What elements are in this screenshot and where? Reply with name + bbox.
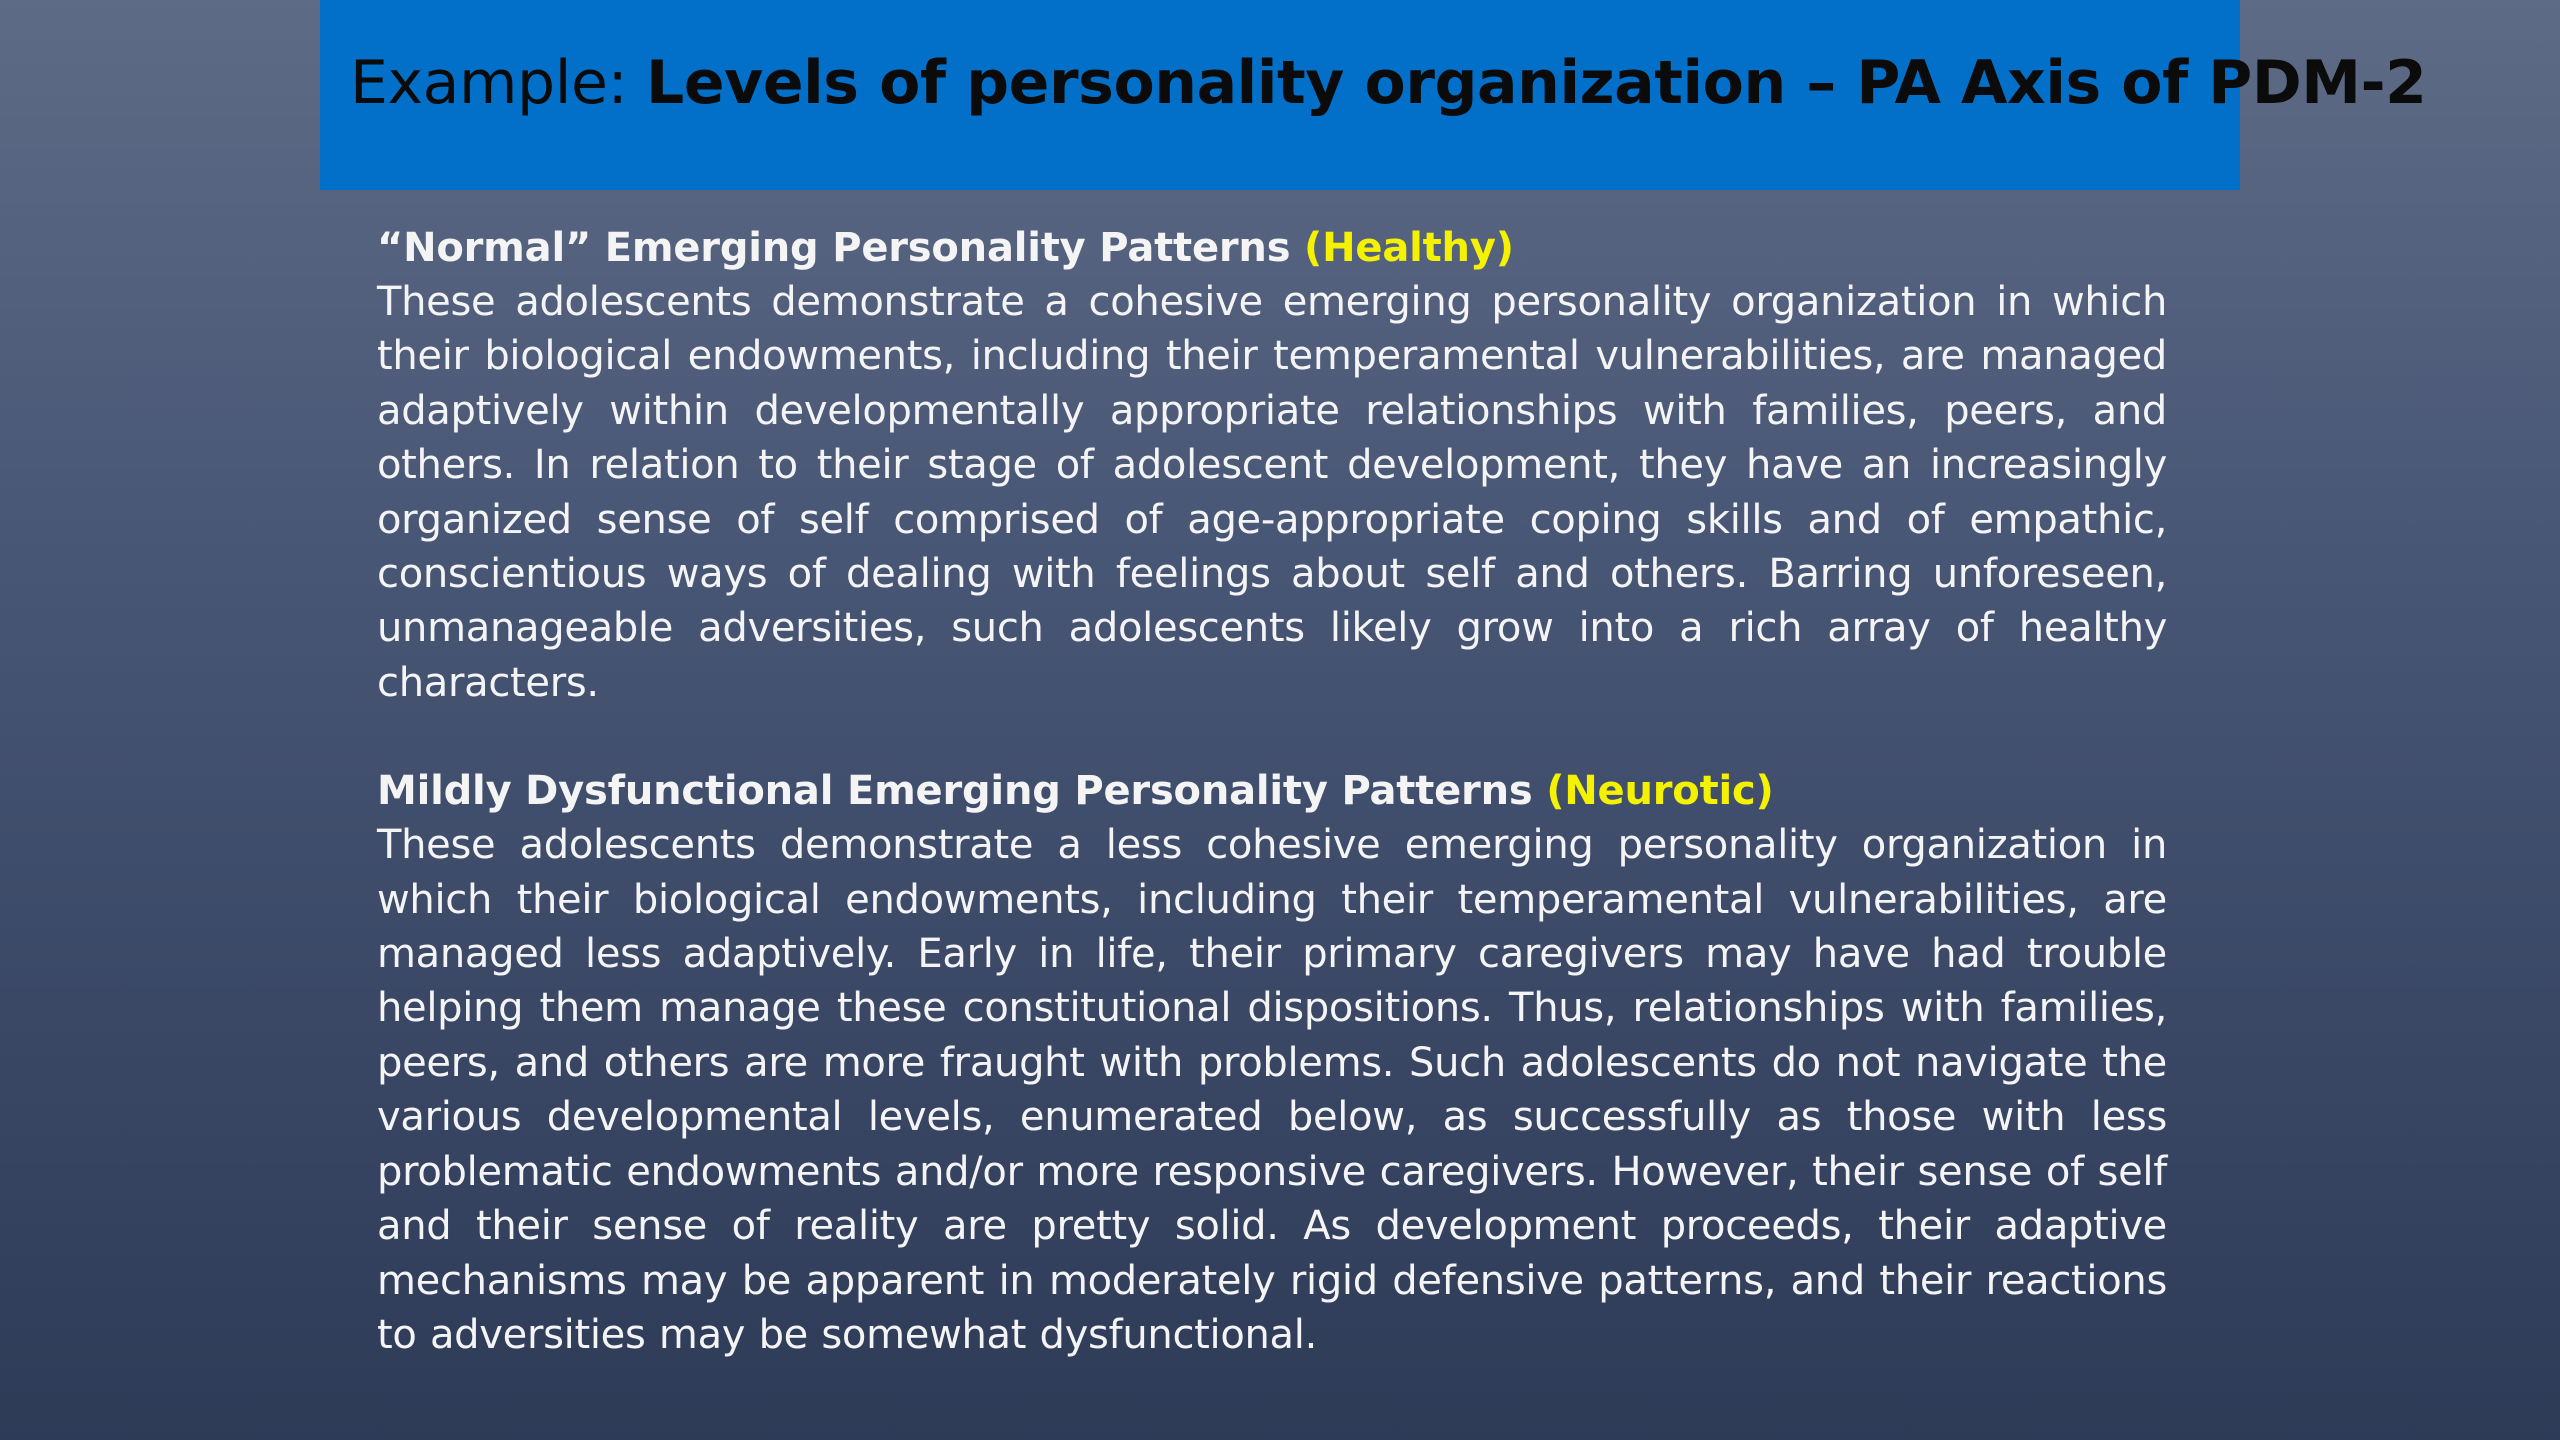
section-heading (377, 764, 2167, 818)
section-heading-label: “Normal” Emerging Personality Patterns (377, 225, 1305, 271)
slide-content (377, 221, 2167, 1362)
section-healthy (377, 221, 2167, 710)
section-heading-label: Mildly Dysfunctional Emerging Personality Patterns (377, 768, 1547, 815)
section-tag: (Healthy) (1304, 225, 1514, 271)
title-bar (320, 0, 2427, 190)
title-prefix: Example: (350, 48, 646, 118)
title-main: Levels of personality organization – PA Axis of PDM-2 (646, 48, 2427, 118)
section-neurotic (377, 764, 2167, 1362)
section-body: These adolescents demonstrate a cohesive emerging personality organization in which their biological endowments, including their temperamental vulnerabilities, are managed adaptively within developmentally appropriate relationships with families, peers, and others. In relation to their stage of adolescent development, they have an increasingly organized sense of self comprised of age-appropriate coping skills and of empathic, conscientious ways of dealing with feelings about self and others. Barring unforeseen, unmanageable adversities, such adolescents likely grow into a rich array of healthy characters. (377, 279, 2167, 706)
section-heading (377, 221, 2167, 275)
section-body: These adolescents demonstrate a less cohesive emerging personality organization in which their biological endowments, including their temperamental vulnerabilities, are managed less adaptively. Early in life, their primary caregivers may have had trouble helping them manage these constitutional dispositions. Thus, relationships with families, peers, and others are more fraught with problems. Such adolescents do not navigate the various developmental levels, enumerated below, as successfully as those with less problematic endowments and/or more responsive caregivers. However, their sense of self and their sense of reality are pretty solid. As development proceeds, their adaptive mechanisms may be apparent in moderately rigid defensive patterns, and their reactions to adversities may be somewhat dysfunctional. (377, 822, 2167, 1358)
section-tag: (Neurotic) (1546, 768, 1774, 815)
slide-title (350, 43, 2426, 123)
